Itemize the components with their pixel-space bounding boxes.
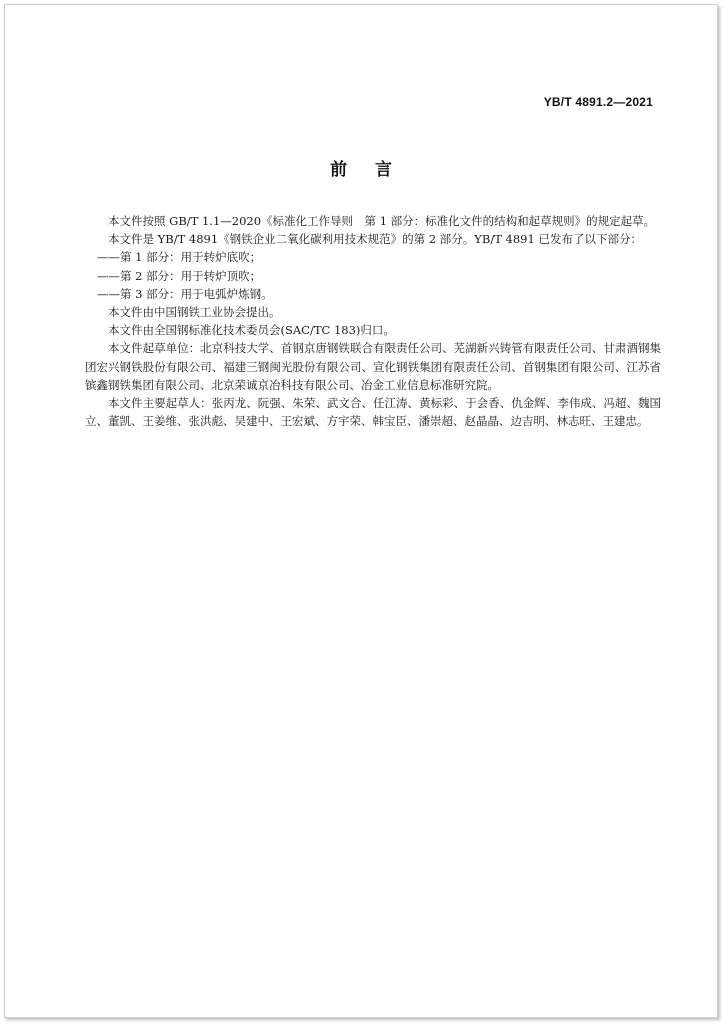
paragraph-drafting-units: 本文件起草单位：北京科技大学、首钢京唐钢铁联合有限责任公司、芜湖新兴铸管有限责任公司、甘肃酒钢集团宏兴钢铁股份有限公司、福建三钢闽光股份有限公司、宣化钢铁集团有限责任公司、首钢集团有限公司、江苏省镔鑫钢铁集团有限公司、北京荣诚京冶科技有限公司、冶金工业信息标准研究院。: [85, 341, 661, 392]
paragraph-drafting-rules: 本文件按照 GB/T 1.1—2020《标准化工作导则 第 1 部分：标准化文件的结构和起草规则》的规定起草。: [108, 214, 656, 228]
list-item-part-1: ——第 1 部分：用于转炉底吹；: [97, 250, 262, 265]
paragraph-series-intro: 本文件是 YB/T 4891《钢铁企业二氧化碳利用技术规范》的第 2 部分。YB/T 4891 已发布了以下部分：: [108, 232, 642, 247]
paragraph-drafters: 本文件主要起草人：张丙龙、阮强、朱荣、武文合、任江涛、黄标彩、于会香、仇金辉、李伟成、冯超、魏国立、董凯、王姜维、张洪彪、吴建中、王宏斌、方宇荣、韩宝臣、潘崇超、赵晶晶、边吉明、林志旺、王建忠。: [85, 396, 661, 429]
section-title: 前言: [330, 160, 420, 180]
paragraph-proposer: 本文件由中国钢铁工业协会提出。: [108, 305, 281, 320]
document-page: [4, 4, 718, 1018]
foreword-body: [85, 212, 661, 430]
standard-code: YB/T 4891.2—2021: [543, 95, 653, 109]
list-item-part-3: ——第 3 部分：用于电弧炉炼钢。: [97, 286, 273, 301]
list-item-part-2: ——第 2 部分：用于转炉顶吹；: [97, 268, 262, 283]
paragraph-committee: 本文件由全国钢标准化技术委员会(SAC/TC 183)归口。: [108, 323, 395, 338]
